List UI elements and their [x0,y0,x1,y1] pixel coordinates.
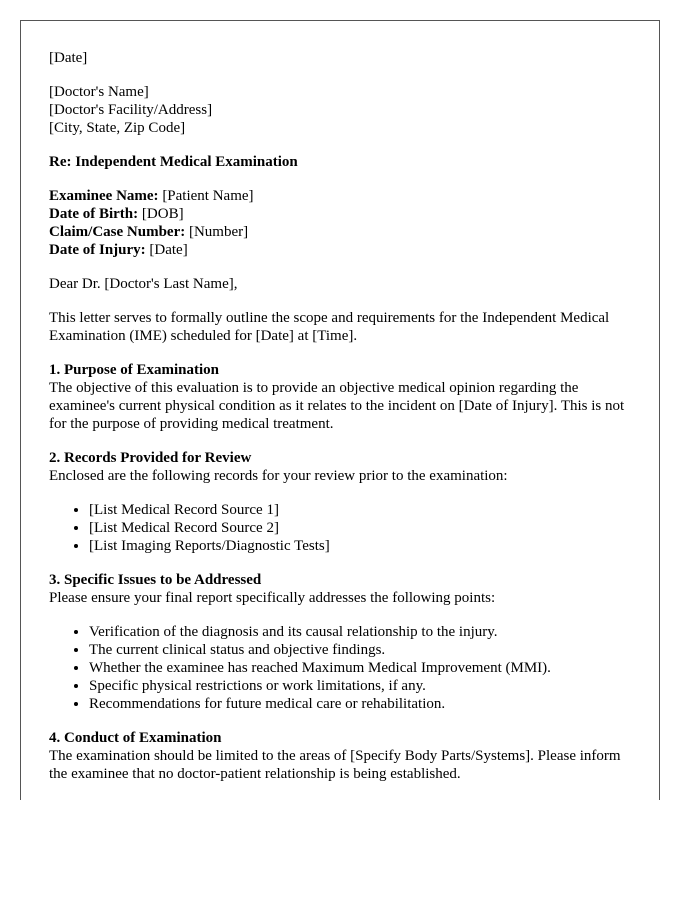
list-item: • Specific physical restrictions or work limitations, if any. [89,677,631,695]
claim-number-row [49,223,631,241]
issues-heading: 3. Specific Issues to be Addressed [49,572,262,588]
claim-number-label: Claim/Case Number: [49,224,186,240]
intro-paragraph: This letter serves to formally outline the scope and requirements for the Independent Medical Examination (IME) scheduled for [Date] at [Time]. [49,310,610,344]
dob-label: Date of Birth: [49,206,139,222]
conduct-heading: 4. Conduct of Examination [49,730,222,746]
list-item: • Verification of the diagnosis and its causal relationship to the injury. [89,623,631,641]
records-intro: Enclosed are the following records for your review prior to the examination: [49,468,508,484]
list-item: • [List Medical Record Source 2] [89,519,631,537]
recipient-facility: [Doctor's Facility/Address] [49,102,213,118]
examinee-name-label: Examinee Name: [49,188,159,204]
injury-date-row [49,241,631,259]
letter-page [20,20,660,800]
examinee-details [49,187,631,259]
injury-date-label: Date of Injury: [49,242,146,258]
conduct-body: The examination should be limited to the areas of [Specify Body Parts/Systems]. Please inform the examinee that no doctor-patient relationship is being established. [49,748,621,782]
list-item: • The current clinical status and objective findings. [89,641,631,659]
list-item: • Whether the examinee has reached Maximum Medical Improvement (MMI). [89,659,631,677]
dob-value: [DOB] [138,206,184,222]
examinee-name-row [49,187,631,205]
list-item: • [List Medical Record Source 1] [89,501,631,519]
claim-number-value: [Number] [185,224,249,240]
dob-row [49,205,631,223]
date-text: [Date] [49,50,88,66]
recipient-city-state-zip: [City, State, Zip Code] [49,120,186,136]
purpose-heading: 1. Purpose of Examination [49,362,220,378]
purpose-body: The objective of this evaluation is to provide an objective medical opinion regarding the examinee's current physical condition as it relates to the incident on [Date of Injury]. This is not for the purpose of providing medical treatment. [49,380,625,432]
recipient-name: [Doctor's Name] [49,84,149,100]
issues-list [49,623,631,713]
recipient-address [49,83,631,137]
examinee-name-value: [Patient Name] [158,188,254,204]
letter-date [49,49,631,67]
issues-intro: Please ensure your final report specifically addresses the following points: [49,590,496,606]
injury-date-value: [Date] [145,242,188,258]
list-item: • Recommendations for future medical care or rehabilitation. [89,695,631,713]
re-line: Re: Independent Medical Examination [49,154,298,170]
records-list [49,501,631,555]
records-heading: 2. Records Provided for Review [49,450,252,466]
salutation: Dear Dr. [Doctor's Last Name], [49,276,238,292]
list-item: • [List Imaging Reports/Diagnostic Tests] [89,537,631,555]
